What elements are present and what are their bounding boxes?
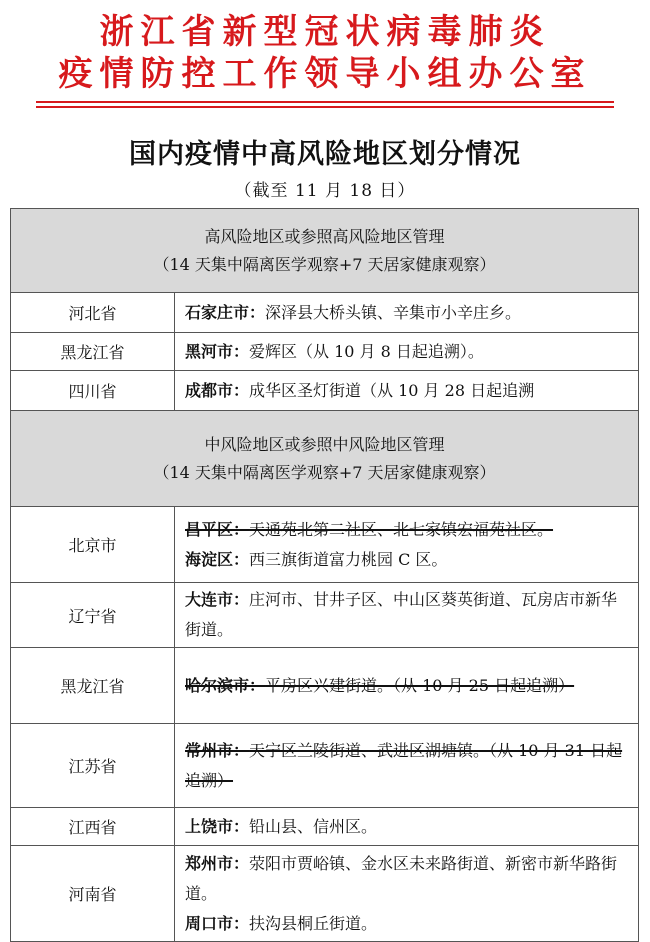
table-row bbox=[11, 846, 639, 942]
table-row bbox=[11, 583, 639, 648]
office-name-line-1: 浙江省新型冠状病毒肺炎 bbox=[99, 12, 551, 52]
province-cell: 黑龙江省 bbox=[11, 333, 175, 371]
risk-area-table bbox=[10, 208, 639, 942]
office-name-line-2: 疫情防控工作领导小组办公室 bbox=[58, 54, 592, 94]
table-row bbox=[11, 333, 639, 371]
province-cell: 江苏省 bbox=[11, 724, 175, 808]
table-row bbox=[11, 371, 639, 411]
detail-cell bbox=[175, 846, 639, 942]
detail-cell bbox=[175, 724, 639, 808]
city-label: 海淀区： bbox=[185, 549, 250, 569]
city-label: 郑州市： bbox=[185, 853, 250, 873]
area-text: 荥阳市贾峪镇、金水区未来路街道、新密市新华路街道。 bbox=[185, 853, 618, 903]
table-row bbox=[11, 507, 639, 583]
area-text: 深泽县大桥头镇、辛集市小辛庄乡。 bbox=[265, 302, 522, 322]
province-cell: 辽宁省 bbox=[11, 583, 175, 648]
detail-cell bbox=[175, 293, 639, 333]
table-row bbox=[11, 808, 639, 846]
province-cell: 北京市 bbox=[11, 507, 175, 583]
city-label: 黑河市： bbox=[185, 341, 250, 361]
city-label: 哈尔滨市： bbox=[185, 675, 266, 695]
document-date: （截至 11 月 18 日） bbox=[234, 181, 416, 201]
detail-cell bbox=[175, 583, 639, 648]
province-cell: 河南省 bbox=[11, 846, 175, 942]
area-text: 天通苑北第二社区、北七家镇宏福苑社区。 bbox=[249, 519, 554, 539]
detail-cell bbox=[175, 507, 639, 583]
high-risk-heading: 高风险地区或参照高风险地区管理 bbox=[204, 226, 445, 246]
area-text: 庄河市、甘井子区、中山区葵英街道、瓦房店市新华街道。 bbox=[185, 590, 618, 639]
city-label: 昌平区： bbox=[185, 519, 250, 539]
province-cell: 黑龙江省 bbox=[11, 648, 175, 724]
area-entry bbox=[185, 545, 628, 575]
city-label: 周口市： bbox=[185, 913, 250, 933]
high-risk-section-header bbox=[11, 209, 639, 293]
area-text: 成华区圣灯街道（从 10 月 28 日起追溯 bbox=[249, 380, 535, 400]
area-text: 天宁区兰陵街道、武进区湖塘镇。（从 10 月 31 日起追溯） bbox=[185, 740, 623, 790]
city-label: 常州市： bbox=[185, 740, 250, 760]
medium-risk-heading: 中风险地区或参照中风险地区管理 bbox=[204, 434, 445, 454]
area-entry bbox=[185, 909, 628, 939]
city-label: 石家庄市： bbox=[185, 302, 266, 322]
province-cell: 江西省 bbox=[11, 808, 175, 846]
medium-risk-section-header bbox=[11, 411, 639, 507]
detail-cell bbox=[175, 648, 639, 724]
province-cell: 四川省 bbox=[11, 371, 175, 411]
table-row bbox=[11, 293, 639, 333]
area-text: 铅山县、信州区。 bbox=[249, 816, 378, 836]
area-text: 西三旗街道富力桃园 C 区。 bbox=[249, 549, 448, 569]
high-risk-subheading: （14 天集中隔离医学观察+7 天居家健康观察） bbox=[153, 254, 496, 274]
city-label: 成都市： bbox=[185, 380, 250, 400]
detail-cell bbox=[175, 808, 639, 846]
area-entry-struck bbox=[185, 515, 628, 545]
detail-cell bbox=[175, 333, 639, 371]
area-text: 平房区兴建街道。（从 10 月 25 日起追溯） bbox=[265, 675, 575, 695]
header-rule-bottom bbox=[36, 106, 614, 108]
area-entry bbox=[185, 849, 628, 909]
table-row bbox=[11, 724, 639, 808]
city-label: 上饶市： bbox=[185, 816, 250, 836]
medium-risk-subheading: （14 天集中隔离医学观察+7 天居家健康观察） bbox=[153, 462, 496, 482]
area-text: 扶沟县桐丘街道。 bbox=[249, 913, 378, 933]
document-title: 国内疫情中高风险地区划分情况 bbox=[129, 139, 521, 170]
city-label: 大连市： bbox=[185, 590, 250, 609]
detail-cell bbox=[175, 371, 639, 411]
table-row bbox=[11, 648, 639, 724]
area-text: 爱辉区（从 10 月 8 日起追溯）。 bbox=[249, 341, 484, 361]
header-rule-top bbox=[36, 101, 614, 103]
province-cell: 河北省 bbox=[11, 293, 175, 333]
